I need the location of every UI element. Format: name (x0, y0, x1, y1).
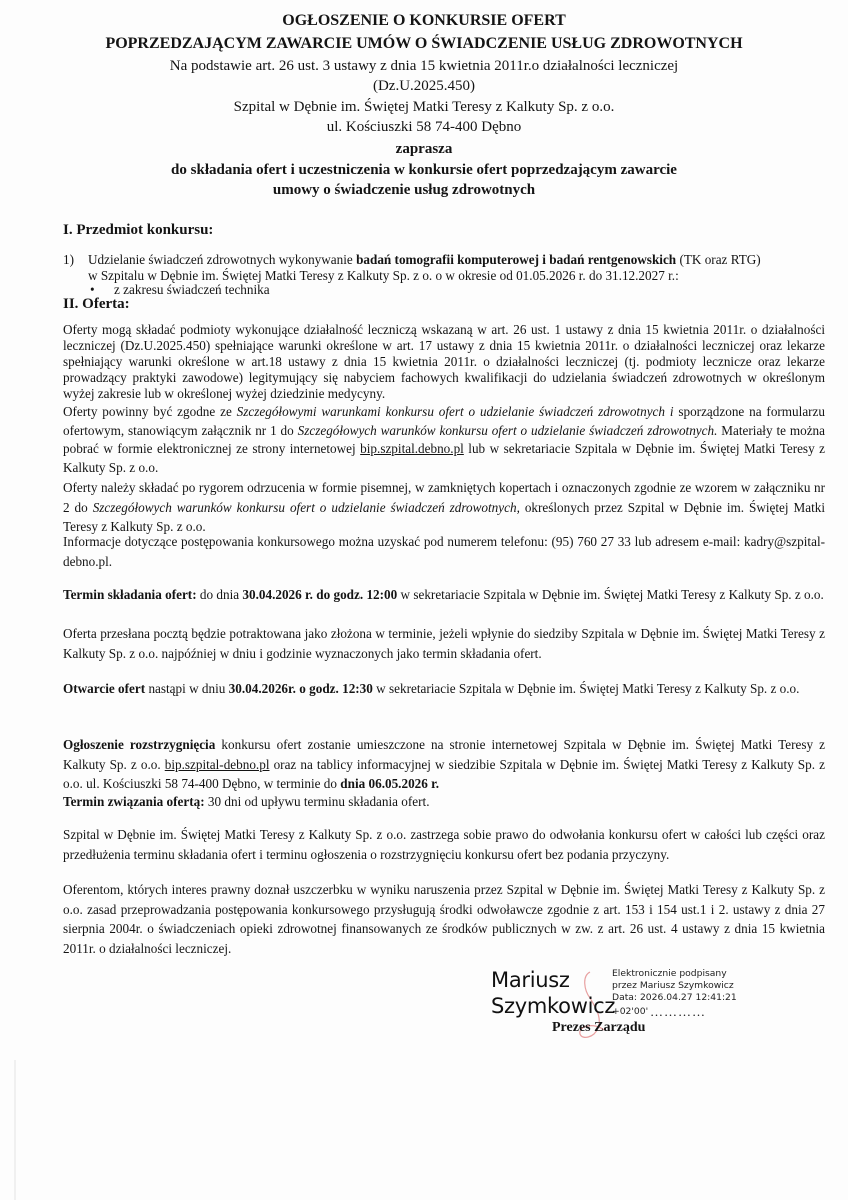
legal-basis: Na podstawie art. 26 ust. 3 ustawy z dnia 15 kwietnia 2011r.o działalności leczniczej (169, 58, 679, 74)
opening-paragraph: Otwarcie ofert nastąpi w dniu 30.04.2026r. o godz. 12:30 w sekretariacie Szpitala w Dębnie im. Świętej Matki Teresy z Kalkuty Sp. z o.o. (63, 681, 800, 696)
bullet-icon: • (90, 282, 95, 297)
section2-heading: II. Oferta: (63, 296, 130, 312)
subject-item-bold: badań tomografii komputerowej i badań rentgenowskich (356, 252, 677, 267)
submission-paragraph: Oferty należy składać po rygorem odrzucenia w formie pisemnej, w zamkniętych kopertach i oznaczonych zgodnie ze wzorem w załączniku nr 2 do Szczegółowych warunków konkursu ofert o udzielanie świadczeń zdrowotnych, określonych przez Szpital w Dębnie im. Świętej Matki Teresy z Kalkuty Sp. z o.o. (63, 480, 825, 534)
organization-name: Szpital w Dębnie im. Świętej Matki Teresy z Kalkuty Sp. z o.o. (233, 99, 615, 115)
item-number: 1) (63, 252, 74, 267)
bip-link[interactable]: bip.szpital.debno.pl (360, 441, 464, 456)
signature-meta: Elektronicznie podpisany przez Mariusz Szymkowicz Data: 2026.04.27 12:41:21 (612, 968, 737, 1003)
signature-dots: ………… (650, 1004, 706, 1019)
invite-line2: umowy o świadczenie usług zdrowotnych (272, 182, 536, 198)
opening-date: 30.04.2026r. o godz. 12:30 (228, 681, 373, 696)
appeal-paragraph: Oferentom, których interes prawny doznał uszczerbku w wyniku naruszenia przez Szpital w Dębnie im. Świętej Matki Teresy z Kalkuty Sp. z o.o. zasad przeprowadzania postępowania konkursowego przysługują środki odwoławcze zgodnie z art. 153 i 154 ust.1 i 2. ustawy z dnia 27 sierpnia 2004r. o świadczeniach opieki zdrowotnej finansowanych ze środków publicznych w zw. z art. 26 ust. 4 ustawy z dnia 15 kwietnia 2011r. o działalności leczniczej. (63, 882, 825, 956)
document-title-line2: POPRZEDZAJĄCYM ZAWARCIE UMÓW O ŚWIADCZENIE USŁUG ZDROWOTNYCH (105, 35, 743, 52)
invite-line1: do składania ofert i uczestniczenia w konkursie ofert poprzedzającym zawarcie (171, 162, 677, 178)
signature-last-name: Szymkowicz (491, 994, 616, 1018)
subject-item-text-a: Udzielanie świadczeń zdrowotnych wykonywanie (88, 252, 357, 267)
signature-timezone: +02'00' (612, 1006, 649, 1017)
mail-note-paragraph: Oferta przesłana pocztą będzie potraktowana jako złożona w terminie, jeżeli wpłynie do siedziby Szpitala w Dębnie im. Świętej Matki Teresy z Kalkuty Sp. z o.o. najpóźniej w dniu i godzinie wyznaczonych jako termin składania ofert. (63, 626, 825, 661)
deadline-date: 30.04.2026 r. do godz. 12:00 (242, 587, 398, 602)
deadline-paragraph: Termin składania ofert: do dnia 30.04.2026 r. do godz. 12:00 w sekretariacie Szpitala w Dębnie im. Świętej Matki Teresy z Kalkuty Sp. z o.o. (63, 587, 824, 602)
bullet-text: z zakresu świadczeń technika (114, 282, 270, 297)
offer-requirements-paragraph: Oferty powinny być zgodne ze Szczegółowymi warunkami konkursu ofert o udzielanie świadczeń zdrowotnych i sporządzone na formularzu ofertowym, stanowiącym załącznik nr 1 do Szczegółowych warunków konkursu ofert o udzielanie świadczeń zdrowotnych. Materiały te można pobrać w formie elektronicznej ze strony internetowej bip.szpital.debno.pl lub w sekretariacie Szpitala w Dębnie im. Świętej Matki Teresy z Kalkuty Sp. z o.o. (63, 404, 826, 475)
document-title-line1: OGŁOSZENIE O KONKURSIE OFERT (282, 12, 566, 29)
contact-paragraph: Informacje dotyczące postępowania konkursowego można uzyskać pod numerem telefonu: (95) 760 27 33 lub adresem e-mail: kadry@szpital-debno.pl. (63, 534, 825, 569)
invites-heading: zaprasza (395, 141, 453, 157)
subject-item (88, 252, 828, 284)
subject-item-line2: w Szpitalu w Dębnie im. Świętej Matki Teresy z Kalkuty Sp. z o. o w okresie od 01.05.2026 r. do 31.12.2027 r.: (88, 268, 679, 283)
binding-label: Termin związania ofertą: (63, 794, 205, 809)
bip-debno-link[interactable]: bip.szpital-debno.pl (164, 756, 270, 772)
resolution-paragraph: Ogłoszenie rozstrzygnięcia konkursu ofert zostanie umieszczone na stronie internetowej Szpitala w Dębnie im. Świętej Matki Teresy z Kalkuty Sp. z o.o. bip.szpital-debno.pl oraz na tablicy informacyjnej w siedzibie Szpitala w Dębnie im. Świętej Matki Teresy z Kalkuty Sp. z o.o. ul. Kościuszki 58 74-400 Dębno, w terminie do dnia 06.05.2026 r. (63, 737, 825, 791)
signature-first-name: Mariusz (491, 968, 570, 992)
binding-period: Termin związania ofertą: 30 dni od upływu terminu składania ofert. (63, 794, 430, 809)
organization-address: ul. Kościuszki 58 74-400 Dębno (326, 119, 522, 135)
legal-reference: (Dz.U.2025.450) (372, 78, 476, 94)
section1-heading: I. Przedmiot konkursu: (63, 222, 214, 238)
resolution-label: Ogłoszenie rozstrzygnięcia (63, 737, 216, 752)
signature-role: Prezes Zarządu (552, 1020, 646, 1035)
subject-item-text-b: (TK oraz RTG) (676, 252, 761, 267)
scan-edge-divider (14, 1060, 16, 1200)
resolution-date: dnia 06.05.2026 r. (340, 776, 440, 791)
reservation-paragraph: Szpital w Dębnie im. Świętej Matki Teresy z Kalkuty Sp. z o.o. zastrzega sobie prawo do odwołania konkursu ofert w całości lub części oraz przedłużenia terminu składania ofert i terminu ogłoszenia o rozstrzygnięciu konkursu ofert bez podania przyczyny. (63, 827, 825, 862)
eligibility-paragraph: Oferty mogą składać podmioty wykonujące działalność leczniczą wskazaną w art. 26 ust. 1 ustawy z dnia 15 kwietnia 2011r. o działalności leczniczej (Dz.U.2025.450) spełniające warunki określone w art. 17 ustawy z dnia 15 kwietnia 2011r. o działalności leczniczej oraz lekarze spełniający warunki określone w art.18 ustawy z dnia 15 kwietnia 2011r. o działalności leczniczej (tj. podmioty lecznicze oraz lekarze prowadzący praktyki zawodowe) legitymujący się nabyciem fachowych kwalifikacji do udzielania świadczeń zdrowotnych w określonym wyżej zakresie lub w określonej wyżej dziedzinie medycyny. (63, 322, 825, 401)
deadline-label: Termin składania ofert: (63, 587, 197, 602)
opening-label: Otwarcie ofert (63, 681, 146, 696)
